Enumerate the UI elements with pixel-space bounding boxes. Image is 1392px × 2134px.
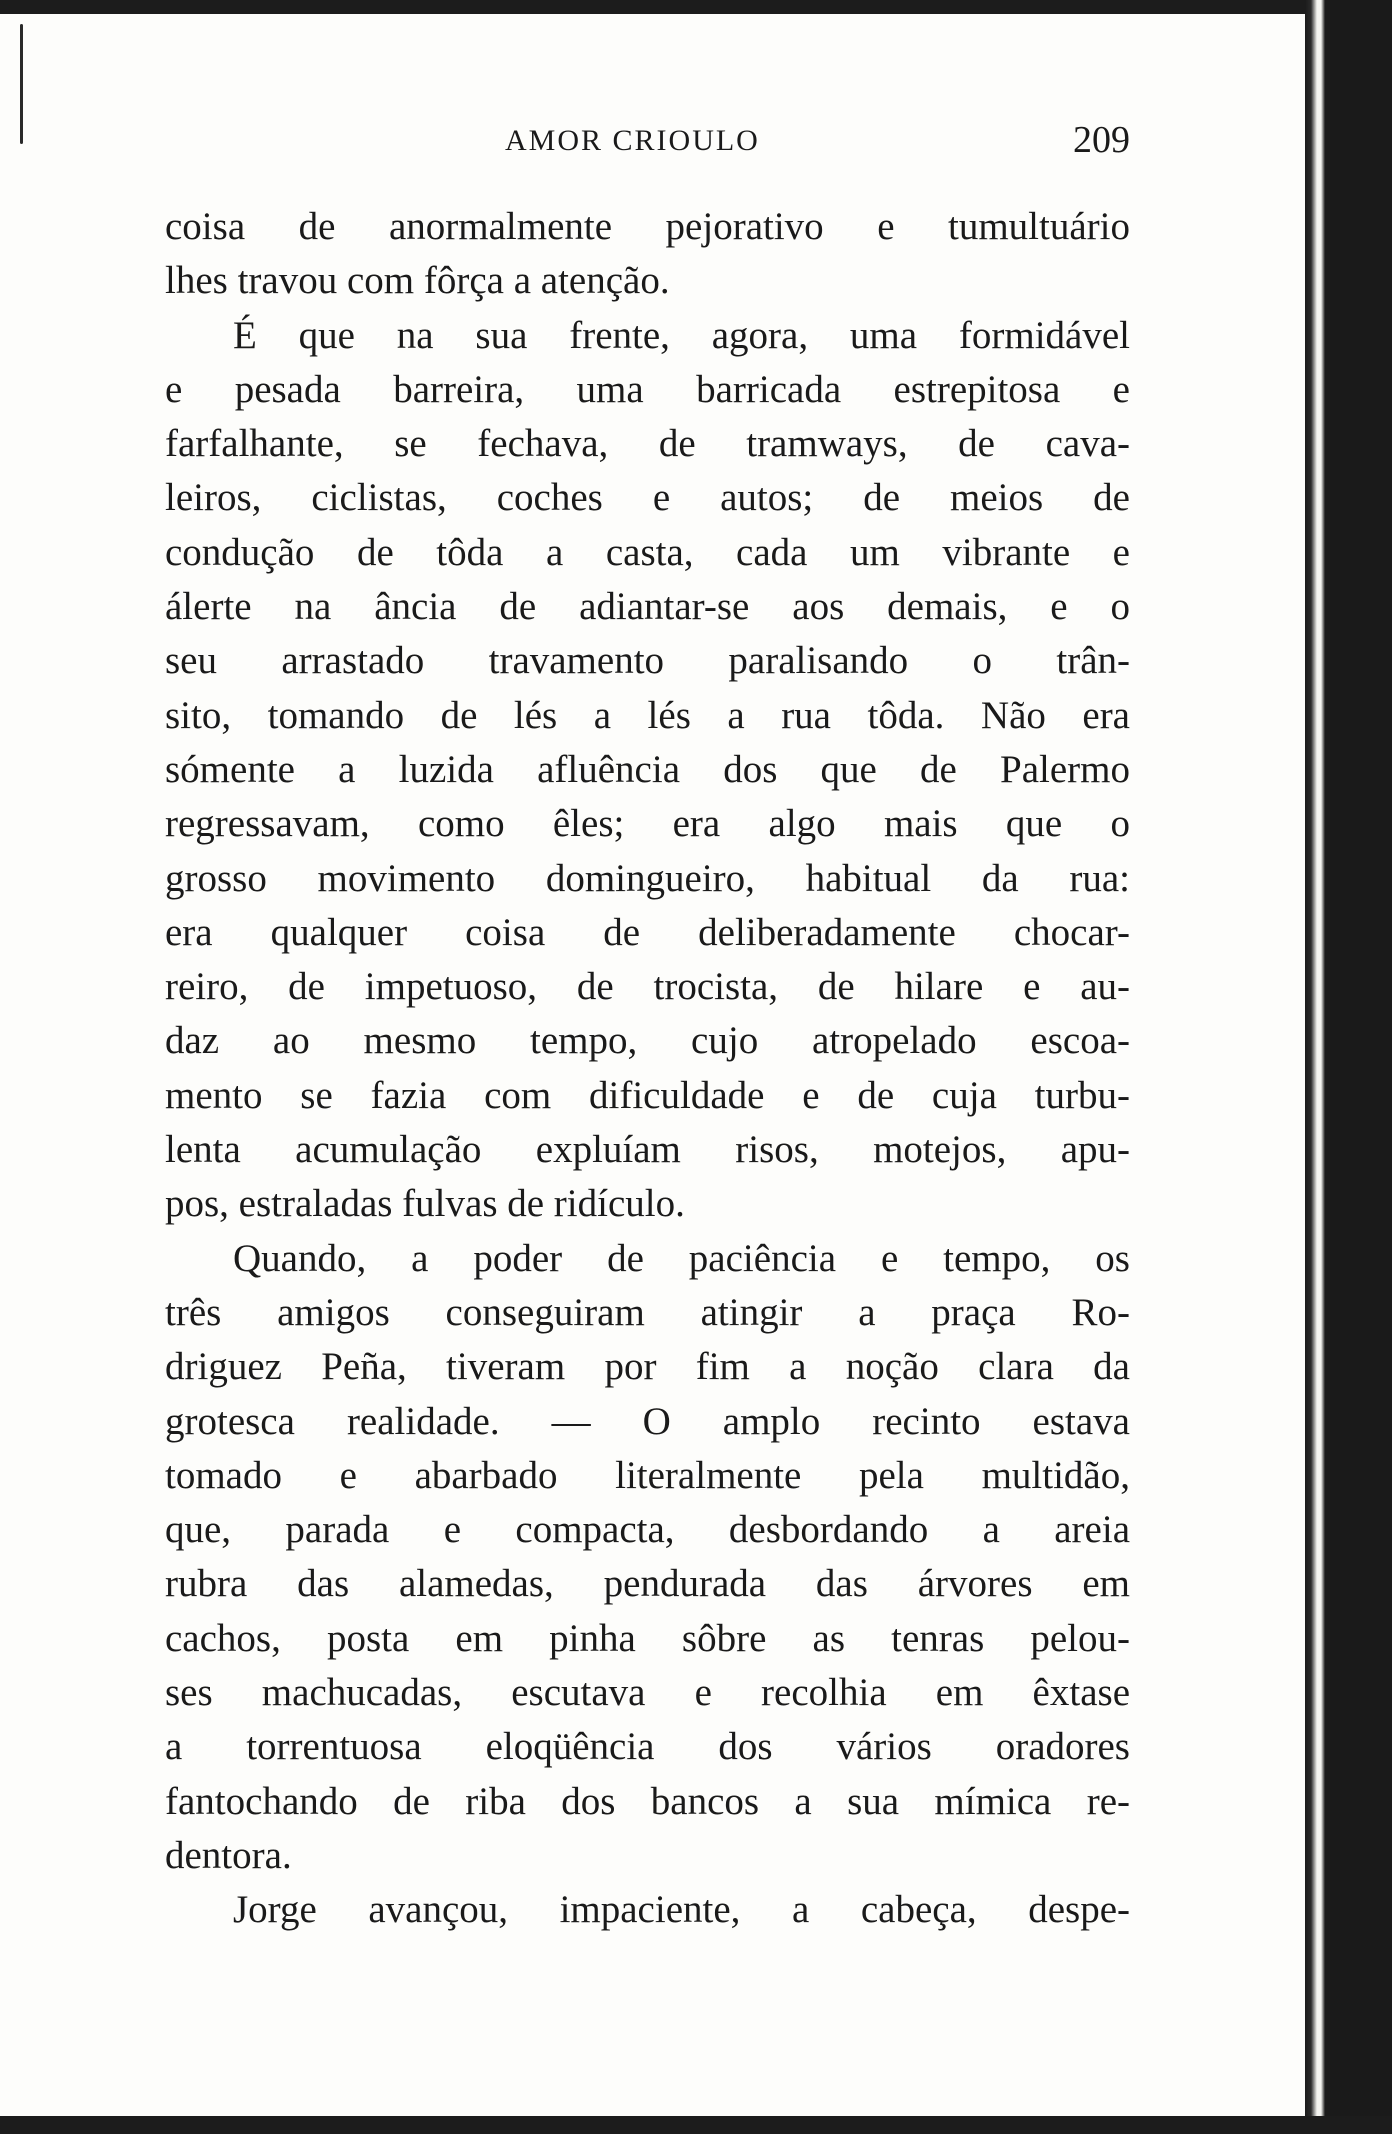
text-line: dentora. — [165, 1833, 292, 1877]
text-line: reiro, de impetuoso, de trocista, de hilare e au- — [165, 965, 1130, 1009]
text-line: fantochando de riba dos bancos a sua mímica re- — [165, 1779, 1130, 1823]
text-line: três amigos conseguiram atingir a praça Ro- — [165, 1290, 1130, 1334]
text-line: pos, estraladas fulvas de ridículo. — [165, 1182, 685, 1226]
text-line: sito, tomando de lés a lés a rua tôda. Não era — [165, 693, 1130, 737]
text-line: que, parada e compacta, desbordando a areia — [165, 1508, 1130, 1552]
text-line: sómente a luzida afluência dos que de Palermo — [165, 747, 1130, 791]
scan-right-edge — [1305, 0, 1392, 2134]
body-text — [165, 200, 1130, 1938]
page-number: 209 — [1073, 119, 1130, 161]
text-line: lenta acumulação expluíam risos, motejos, apu- — [165, 1128, 1130, 1172]
text-line: mento se fazia com dificuldade e de cuja turbu- — [165, 1073, 1130, 1117]
text-line: farfalhante, se fechava, de tramways, de cava- — [165, 422, 1130, 466]
text-line: coisa de anormalmente pejorativo e tumultuário — [165, 205, 1130, 248]
text-line: tomado e abarbado literalmente pela multidão, — [165, 1453, 1130, 1497]
text-line: regressavam, como êles; era algo mais que o — [165, 802, 1130, 846]
text-line: era qualquer coisa de deliberadamente chocar- — [165, 910, 1130, 954]
scan-top-edge — [0, 0, 1335, 14]
text-line: lhes travou com fôrça a atenção. — [165, 259, 670, 303]
text-line: daz ao mesmo tempo, cujo atropelado escoa- — [165, 1019, 1130, 1063]
text-line: grotesca realidade. — O amplo recinto estava — [165, 1399, 1130, 1443]
text-line: seu arrastado travamento paralisando o trân- — [165, 639, 1130, 683]
text-line: grosso movimento domingueiro, habitual da rua: — [165, 856, 1130, 900]
text-line: leiros, ciclistas, coches e autos; de meios de — [165, 476, 1130, 520]
text-line: cachos, posta em pinha sôbre as tenras pelou- — [165, 1616, 1130, 1660]
text-line: Quando, a poder de paciência e tempo, os — [233, 1236, 1130, 1280]
text-line: rubra das alamedas, pendurada das árvores em — [165, 1562, 1130, 1606]
text-line: Jorge avançou, impaciente, a cabeça, despe- — [233, 1888, 1130, 1932]
text-line: condução de tôda a casta, cada um vibrante e — [165, 530, 1130, 574]
text-line: driguez Peña, tiveram por fim a noção clara da — [165, 1345, 1130, 1389]
page-header — [165, 118, 1130, 168]
text-line: ses machucadas, escutava e recolhia em êxtase — [165, 1671, 1130, 1715]
text-line: É que na sua frente, agora, uma formidável — [233, 313, 1130, 357]
text-line: álerte na ância de adiantar-se aos demais, e o — [165, 585, 1130, 629]
text-line: a torrentuosa eloqüência dos vários oradores — [165, 1725, 1130, 1769]
scan-left-mark — [20, 24, 23, 144]
text-line: e pesada barreira, uma barricada estrepitosa e — [165, 367, 1130, 411]
scan-bottom-edge — [0, 2116, 1392, 2134]
running-title: AMOR CRIOULO — [505, 124, 760, 157]
